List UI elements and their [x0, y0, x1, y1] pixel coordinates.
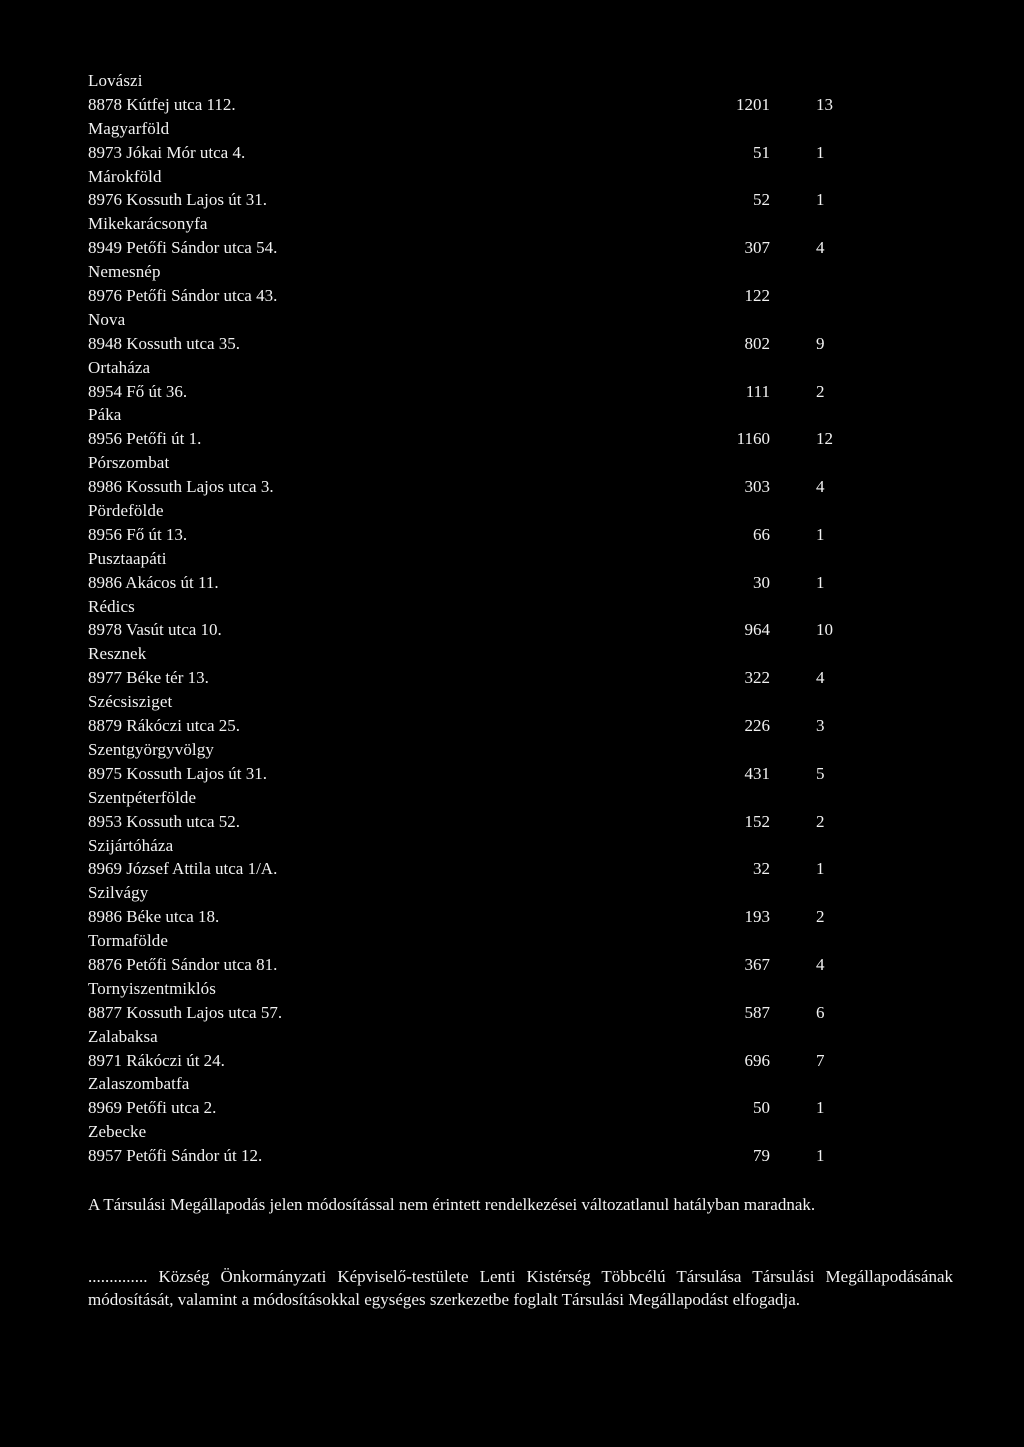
municipality-name: Páka [88, 405, 122, 425]
municipality-name: Szijártóháza [88, 835, 174, 855]
population-value: 79 [753, 1146, 770, 1166]
count-value: 1 [816, 142, 825, 162]
municipality-address: 8977 Béke tér 13. [88, 668, 209, 688]
municipality-address: 8975 Kossuth Lajos út 31. [88, 763, 267, 783]
count-value: 1 [816, 859, 825, 879]
municipality-address: 8986 Akácos út 11. [88, 572, 219, 592]
municipality-address: 8969 Petőfi utca 2. [88, 1098, 217, 1118]
municipality-name: Szentgyörgyvölgy [88, 739, 214, 759]
closing-paragraph: A Társulási Megállapodás jelen módosítással nem érintett rendelkezései változatlanul hatályban maradnak. [88, 1195, 816, 1214]
municipality-address: 8877 Kossuth Lajos utca 57. [88, 1002, 283, 1022]
count-value: 3 [816, 716, 825, 736]
municipality-row [88, 1049, 848, 1073]
municipality-address: 8949 Petőfi Sándor utca 54. [88, 238, 278, 258]
count-value: 4 [816, 668, 825, 688]
count-value: 13 [816, 94, 833, 114]
count-value: 2 [816, 381, 825, 401]
count-value: 1 [816, 572, 825, 592]
municipality-name: Rédics [88, 596, 135, 616]
municipality-row [88, 380, 848, 404]
municipality-address: 8953 Kossuth utca 52. [88, 811, 241, 831]
count-value: 1 [816, 1098, 825, 1118]
count-value: 4 [816, 477, 825, 497]
municipality-row [88, 953, 848, 977]
municipality-name: Pördefölde [88, 501, 164, 521]
municipality-row [88, 427, 848, 451]
municipality-name: Resznek [88, 644, 147, 664]
municipality-row [88, 523, 848, 547]
municipality-name: Zebecke [88, 1122, 147, 1142]
count-value: 1 [816, 1146, 825, 1166]
count-value: 1 [816, 190, 825, 210]
population-value: 1160 [736, 429, 770, 449]
municipality-row [88, 93, 848, 117]
count-value: 4 [816, 238, 825, 258]
population-value: 587 [744, 1002, 770, 1022]
municipality-address: 8954 Fő út 36. [88, 381, 188, 401]
municipality-name: Magyarföld [88, 118, 170, 138]
population-value: 32 [753, 859, 770, 879]
population-value: 226 [744, 716, 770, 736]
municipality-address: 8978 Vasút utca 10. [88, 620, 222, 640]
municipality-name: Tormafölde [88, 931, 169, 951]
population-value: 322 [744, 668, 770, 688]
municipality-row [88, 188, 848, 212]
population-value: 122 [744, 286, 770, 306]
municipality-row [88, 666, 848, 690]
municipality-address: 8986 Béke utca 18. [88, 907, 220, 927]
municipality-address: 8976 Petőfi Sándor utca 43. [88, 286, 278, 306]
municipality-name: Ortaháza [88, 357, 151, 377]
population-value: 50 [753, 1098, 770, 1118]
municipality-row [88, 762, 848, 786]
municipality-row [88, 475, 848, 499]
municipality-row [88, 284, 848, 308]
count-value: 12 [816, 429, 833, 449]
municipality-row [88, 857, 848, 881]
municipality-name: Szilvágy [88, 883, 149, 903]
municipality-address: 8969 József Attila utca 1/A. [88, 859, 278, 879]
municipality-row [88, 1144, 848, 1168]
population-value: 802 [744, 333, 770, 353]
count-value: 1 [816, 524, 825, 544]
municipality-name: Pórszombat [88, 453, 170, 473]
count-value: 10 [816, 620, 833, 640]
municipality-row [88, 236, 848, 260]
municipality-row [88, 141, 848, 165]
municipality-row [88, 1096, 848, 1120]
municipality-name: Márokföld [88, 166, 162, 186]
municipality-list [88, 69, 848, 1168]
count-value: 9 [816, 333, 825, 353]
population-value: 193 [744, 907, 770, 927]
municipality-address: 8956 Petőfi út 1. [88, 429, 202, 449]
population-value: 367 [744, 954, 770, 974]
municipality-address: 8948 Kossuth utca 35. [88, 333, 241, 353]
municipality-name: Nemesnép [88, 262, 161, 282]
municipality-address: 8973 Jókai Mór utca 4. [88, 142, 246, 162]
municipality-row [88, 714, 848, 738]
population-value: 696 [744, 1050, 770, 1070]
municipality-address: 8956 Fő út 13. [88, 524, 188, 544]
count-value: 4 [816, 954, 825, 974]
count-value: 6 [816, 1002, 825, 1022]
municipality-address: 8957 Petőfi Sándor út 12. [88, 1146, 263, 1166]
municipality-name: Tornyiszentmiklós [88, 978, 216, 998]
count-value: 2 [816, 811, 825, 831]
municipality-address: 8876 Petőfi Sándor utca 81. [88, 954, 278, 974]
municipality-name: Szentpéterfölde [88, 787, 197, 807]
population-value: 30 [753, 572, 770, 592]
municipality-row [88, 905, 848, 929]
municipality-row [88, 618, 848, 642]
population-value: 307 [744, 238, 770, 258]
municipality-name: Zalaszombatfa [88, 1074, 190, 1094]
population-value: 303 [744, 477, 770, 497]
municipality-row [88, 332, 848, 356]
municipality-address: 8878 Kútfej utca 112. [88, 94, 236, 114]
municipality-name: Pusztaapáti [88, 548, 167, 568]
count-value: 7 [816, 1050, 825, 1070]
municipality-row [88, 810, 848, 834]
population-value: 964 [744, 620, 770, 640]
municipality-name: Nova [88, 309, 126, 329]
count-value: 2 [816, 907, 825, 927]
resolution-paragraph: .............. Község Önkormányzati Képviselő-testülete Lenti Kistérség Többcélú Társulása Társulási Megállapodásának módosítását, valamint a módosításokkal egységes szerkezetbe foglalt Társulási Megállapodást elfogadja. [88, 1267, 953, 1309]
population-value: 111 [745, 381, 770, 401]
municipality-name: Mikekarácsonyfa [88, 214, 208, 234]
municipality-row [88, 571, 848, 595]
population-value: 51 [753, 142, 770, 162]
municipality-address: 8986 Kossuth Lajos utca 3. [88, 477, 274, 497]
municipality-address: 8976 Kossuth Lajos út 31. [88, 190, 267, 210]
population-value: 1201 [736, 94, 770, 114]
population-value: 52 [753, 190, 770, 210]
municipality-name: Zalabaksa [88, 1026, 158, 1046]
population-value: 66 [753, 524, 770, 544]
municipality-address: 8971 Rákóczi út 24. [88, 1050, 225, 1070]
municipality-row [88, 1001, 848, 1025]
municipality-name: Lovászi [88, 71, 143, 90]
municipality-name: Szécsisziget [88, 692, 173, 712]
count-value: 5 [816, 763, 825, 783]
population-value: 152 [744, 811, 770, 831]
population-value: 431 [744, 763, 770, 783]
municipality-address: 8879 Rákóczi utca 25. [88, 716, 241, 736]
